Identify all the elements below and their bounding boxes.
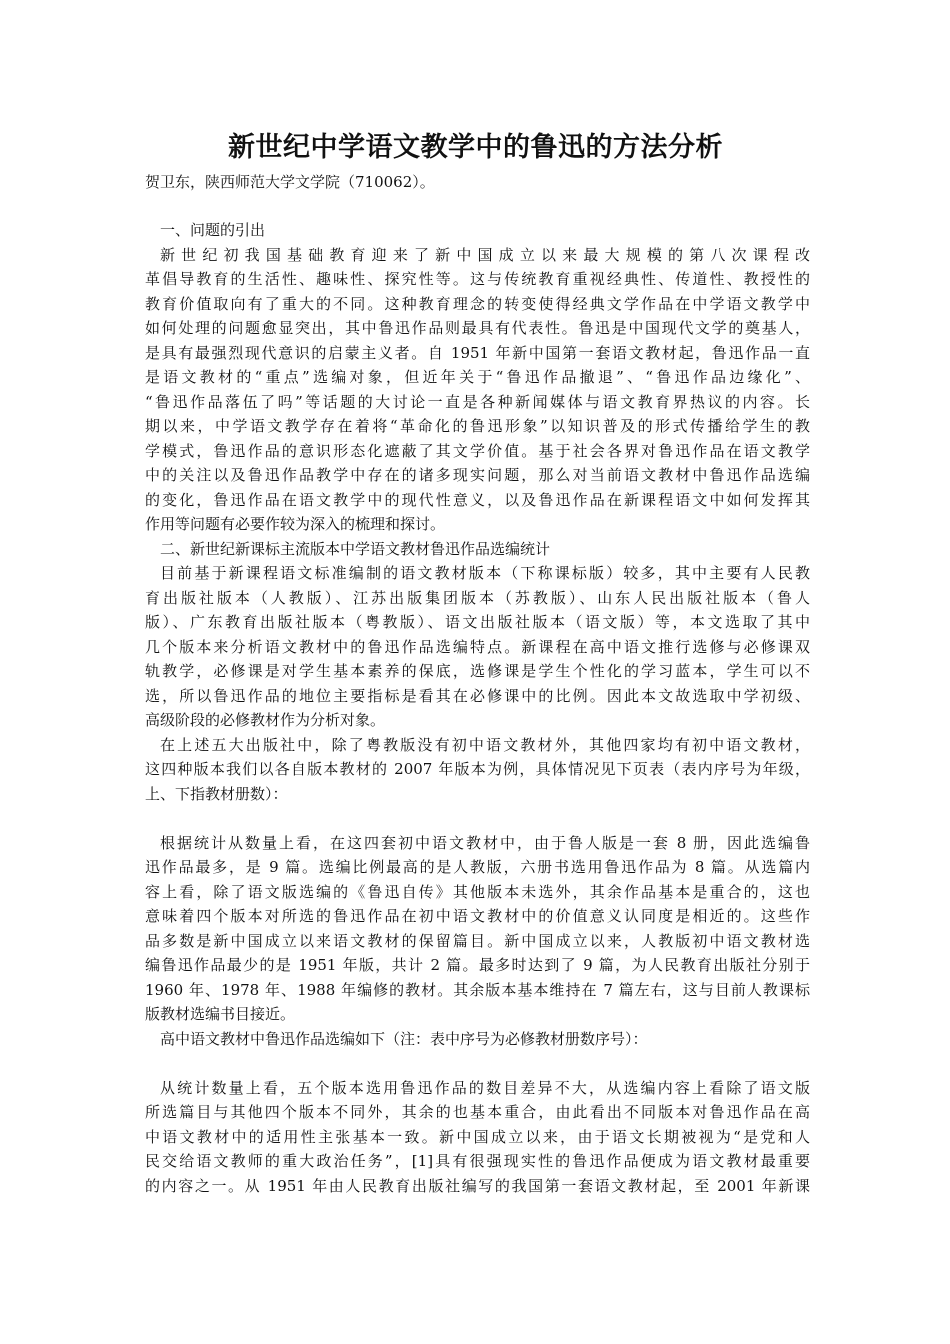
section2-paragraph-1 bbox=[145, 561, 810, 733]
paragraph-line: 是语文教材的“重点”选编对象，但近年关于“鲁迅作品撤退”、“鲁迅作品边缘化”、 bbox=[145, 368, 810, 386]
section-heading-2: 二、新世纪新课标主流版本中学语文教材鲁迅作品选编统计 bbox=[160, 539, 551, 558]
paragraph-line: 意味着四个版本对所选的鲁迅作品在初中语文教材中的价值意义认同度是相近的。这些作 bbox=[145, 907, 810, 925]
paragraph-line: 期以来，中学语文教学存在着将“革命化的鲁迅形象”以知识普及的形式传播给学生的教 bbox=[145, 417, 810, 435]
paragraph-line: 1960 年、1978 年、1988 年编修的教材。其余版本基本维持在 7 篇左右，这与目前人教课标 bbox=[145, 980, 810, 999]
blank-line bbox=[145, 1051, 810, 1076]
paragraph-line: 品多数是新中国成立以来语文教材的保留篇目。新中国成立以来，人教版初中语文教材选 bbox=[145, 931, 810, 950]
paragraph-line: 轨教学，必修课是对学生基本素养的保底，选修课是学生个性化的学习蓝本，学生可以不 bbox=[145, 662, 810, 680]
section-heading-1: 一、问题的引出 bbox=[160, 221, 266, 239]
document-page bbox=[145, 128, 810, 1198]
section2-paragraph-5 bbox=[145, 1076, 810, 1199]
section2-paragraph-4 bbox=[145, 1027, 810, 1052]
section2-paragraph-3 bbox=[145, 831, 810, 1027]
paragraph-line: 版教材选编书目接近。 bbox=[145, 1005, 296, 1023]
paragraph-line: 高中语文教材中鲁迅作品选编如下（注：表中序号为必修教材册数序号）： bbox=[160, 1029, 648, 1048]
paragraph-line: 学模式，鲁迅作品的意识形态化遮蔽了其文学价值。基于社会各界对鲁迅作品在语文教学 bbox=[145, 441, 810, 460]
paragraph-line: 育出版社版本（人教版）、江苏出版集团版本（苏教版）、山东人民出版社版本（鲁人 bbox=[145, 588, 810, 607]
paragraph-line: 如何处理的问题愈显突出，其中鲁迅作品则最具有代表性。鲁迅是中国现代文学的奠基人， bbox=[145, 319, 810, 337]
paragraph-line: 这四种版本我们以各自版本教材的 2007 年版本为例，具体情况见下页表（表内序号为年级， bbox=[145, 760, 810, 778]
paragraph-line: 根据统计从数量上看，在这四套初中语文教材中，由于鲁人版是一套 8 册，因此选编鲁 bbox=[160, 833, 810, 852]
paragraph-line: 教育价值取向有了重大的不同。这种教育理念的转变使得经典文学作品在中学语文教学中 bbox=[145, 294, 810, 313]
paragraph-line: 作用等问题有必要作较为深入的梳理和探讨。 bbox=[145, 515, 446, 533]
paragraph-line: 从统计数量上看，五个版本选用鲁迅作品的数目差异不大，从选编内容上看除了语文版 bbox=[160, 1078, 810, 1097]
paragraph-line: 的变化，鲁迅作品在语文教学中的现代性意义，以及鲁迅作品在新课程语文中如何发挥其 bbox=[145, 490, 810, 509]
paragraph-line: 迅作品最多，是 9 篇。选编比例最高的是人教版，六册书选用鲁迅作品为 8 篇。从选篇内 bbox=[145, 858, 810, 876]
section1-paragraph bbox=[145, 243, 810, 537]
blank-line bbox=[145, 194, 810, 218]
blank-line bbox=[145, 806, 810, 831]
paragraph-line: 民交给语文教师的重大政治任务”，[1]具有很强现实性的鲁迅作品便成为语文教材最重要 bbox=[145, 1152, 810, 1170]
paragraph-line: 容上看，除了语文版选编的《鲁迅自传》其他版本未选外，其余作品基本是重合的，这也 bbox=[145, 882, 810, 901]
paragraph-line: 革倡导教育的生活性、趣味性、探究性等。这与传统教育重视经典性、传道性、教授性的 bbox=[145, 270, 810, 288]
paragraph-line: 选，所以鲁迅作品的地位主要指标是看其在必修课中的比例。因此本文故选取中学初级、 bbox=[145, 686, 810, 705]
paragraph-line: 新世纪初我国基础教育迎来了新中国成立以来最大规模的第八次课程改 bbox=[160, 245, 810, 264]
paragraph-line: “鲁迅作品落伍了吗”等话题的大讨论一直是各种新闻媒体与语文教育界热议的内容。长 bbox=[145, 392, 810, 411]
document-title: 新世纪中学语文教学中的鲁迅的方法分析 bbox=[228, 132, 723, 163]
paragraph-line: 在上述五大出版社中，除了粤教版没有初中语文教材外，其他四家均有初中语文教材， bbox=[160, 735, 810, 754]
paragraph-line: 高级阶段的必修教材作为分析对象。 bbox=[145, 711, 386, 729]
paragraph-line: 目前基于新课程语文标准编制的语文教材版本（下称课标版）较多，其中主要有人民教 bbox=[160, 564, 810, 582]
author-line: 贺卫东，陕西师范大学文学院（710062）。 bbox=[145, 173, 435, 191]
paragraph-line: 上、下指教材册数）： bbox=[145, 784, 288, 803]
paragraph-line: 所选篇目与其他四个版本不同外，其余的也基本重合，由此看出不同版本对鲁迅作品在高 bbox=[145, 1103, 810, 1121]
section2-paragraph-2 bbox=[145, 733, 810, 807]
paragraph-line: 几个版本来分析语文教材中的鲁迅作品选编特点。新课程在高中语文推行选修与必修课双 bbox=[145, 637, 810, 656]
paragraph-line: 编鲁迅作品最少的是 1951 年版，共计 2 篇。最多时达到了 9 篇，为人民教育出版社分别于 bbox=[145, 956, 810, 974]
paragraph-line: 的内容之一。从 1951 年由人民教育出版社编写的我国第一套语文教材起，至 2001 年新课 bbox=[145, 1176, 810, 1195]
paragraph-line: 版）、广东教育出版社版本（粤教版）、语文出版社版本（语文版）等，本文选取了其中 bbox=[145, 613, 810, 631]
paragraph-line: 中的关注以及鲁迅作品教学中存在的诸多现实问题，那么对当前语文教材中鲁迅作品选编 bbox=[145, 466, 810, 484]
paragraph-line: 是具有最强烈现代意识的启蒙主义者。自 1951 年新中国第一套语文教材起，鲁迅作品一直 bbox=[145, 343, 810, 362]
paragraph-line: 中语文教材中的适用性主张基本一致。新中国成立以来，由于语文长期被视为“是党和人 bbox=[145, 1127, 810, 1146]
